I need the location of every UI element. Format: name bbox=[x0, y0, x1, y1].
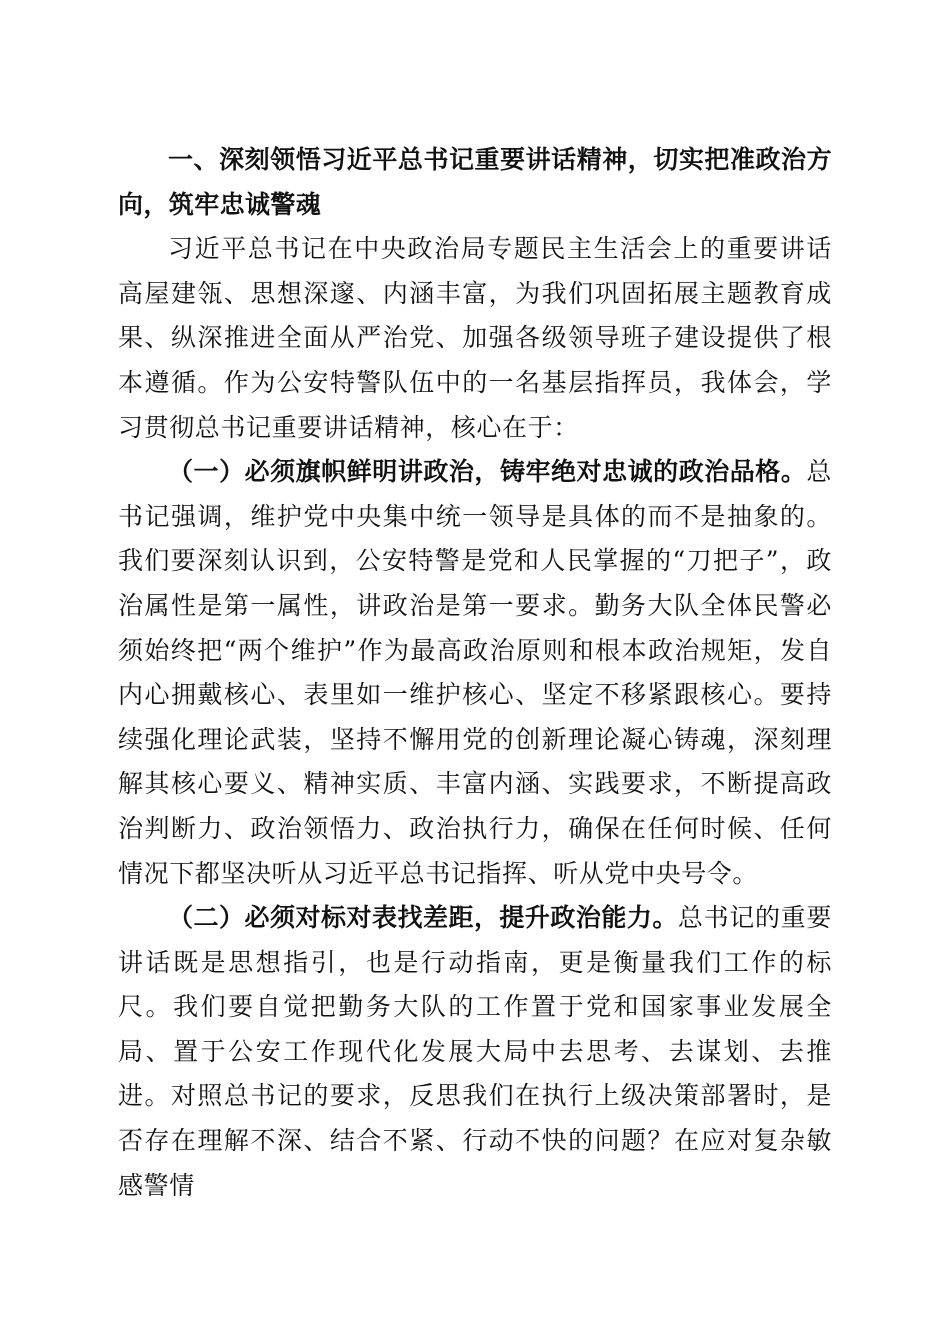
document-body bbox=[118, 138, 832, 1208]
point-two-lead: （二）必须对标对表找差距，提升政治能力。 bbox=[168, 903, 678, 933]
intro-paragraph bbox=[118, 227, 832, 450]
point-one-lead: （一）必须旗帜鲜明讲政治，铸牢绝对忠诚的政治品格。 bbox=[168, 457, 807, 487]
section-heading: 一、深刻领悟习近平总书记重要讲话精神，切实把准政治方向，筑牢忠诚警魂 bbox=[118, 145, 832, 219]
point-two-paragraph bbox=[118, 896, 832, 1208]
point-one-paragraph bbox=[118, 450, 832, 896]
point-two-text: 总书记的重要讲话既是思想指引，也是行动指南，更是衡量我们工作的标尺。我们要自觉把勤务大队的工作置于党和国家事业发展全局、置于公安工作现代化发展大局中去思考、去谋划、去推进。对照总书记的要求，反思我们在执行上级决策部署时，是否存在理解不深、结合不紧、行动不快的问题？在应对复杂敏感警情 bbox=[118, 903, 832, 1200]
paragraph-text: 习近平总书记在中央政治局专题民主生活会上的重要讲话高屋建瓴、思想深邃、内涵丰富，为我们巩固拓展主题教育成果、纵深推进全面从严治党、加强各级领导班子建设提供了根本遵循。作为公安特警队伍中的一名基层指挥员，我体会，学习贯彻总书记重要讲话精神，核心在于： bbox=[118, 234, 832, 442]
point-one-text: 总书记强调，维护党中央集中统一领导是具体的而不是抽象的。我们要深刻认识到，公安特警是党和人民掌握的“刀把子”，政治属性是第一属性，讲政治是第一要求。勤务大队全体民警必须始终把“两个维护”作为最高政治原则和根本政治规矩，发自内心拥戴核心、表里如一维护核心、坚定不移紧跟核心。要持续强化理论武装，坚持不懈用党的创新理论凝心铸魂，深刻理解其核心要义、精神实质、丰富内涵、实践要求，不断提高政治判断力、政治领悟力、政治执行力，确保在任何时候、任何情况下都坚决听从习近平总书记指挥、听从党中央号令。 bbox=[118, 457, 832, 888]
